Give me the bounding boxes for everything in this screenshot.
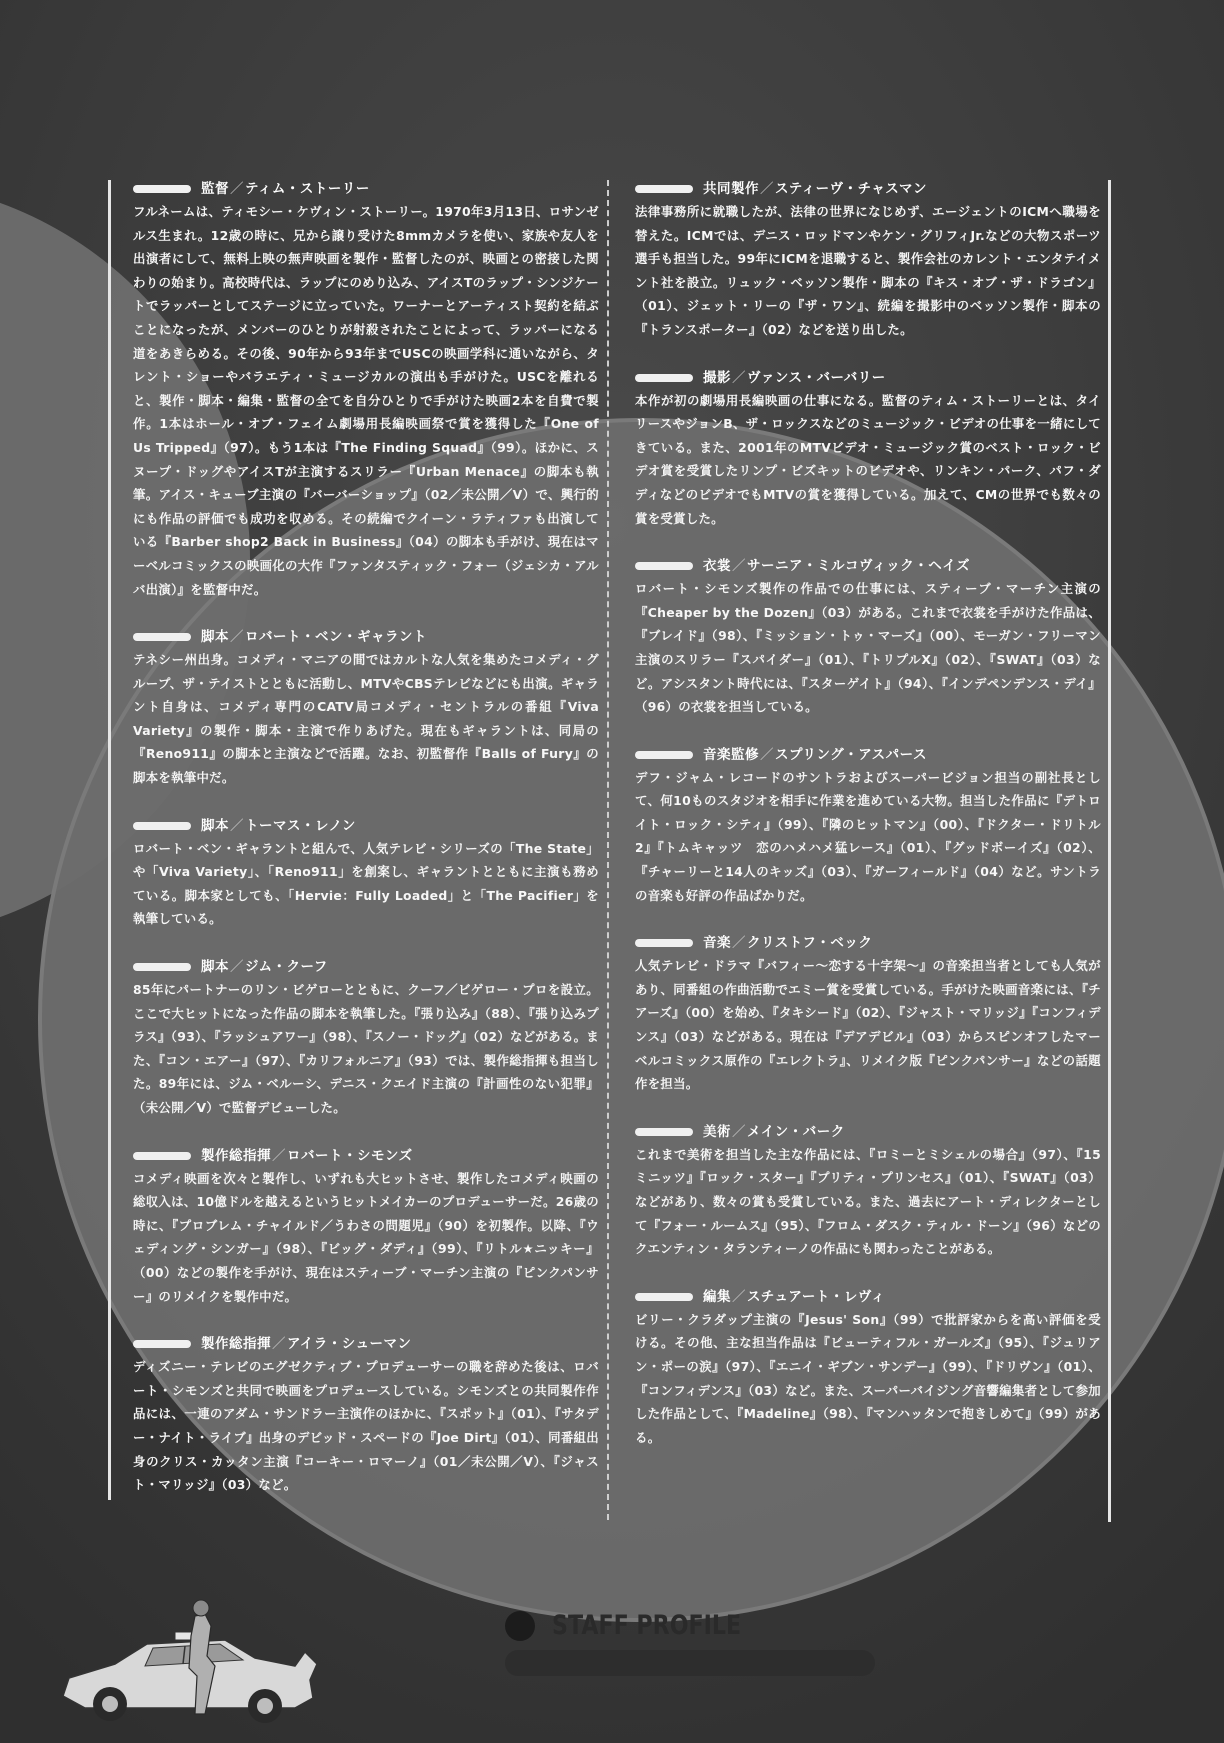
profile-heading: 音楽監修 ／ スプリング・アスパース — [635, 744, 1101, 766]
heading-bar — [133, 1340, 191, 1348]
heading-bar — [133, 1152, 191, 1160]
staff-profile-co-producer — [635, 178, 1101, 342]
heading-bar — [635, 562, 693, 570]
staff-profile-exec-producer-2 — [133, 1333, 599, 1497]
staff-profile-writer-3 — [133, 956, 599, 1120]
profile-heading: 脚本 ／ ロバート・ベン・ギャラント — [133, 626, 599, 648]
taxi-illustration — [55, 1596, 355, 1736]
profile-heading: 共同製作 ／ スティーヴ・チャスマン — [635, 178, 1101, 200]
profile-text: 本作が初の劇場用長編映画の仕事になる。監督のティム・ストーリーとは、タイリースやジョンB、ザ・ロックスなどのミュージック・ビデオの仕事を一緒にしてきている。また、2001年のMTVビデオ・ミュージック賞のベスト・ロック・ビデオ賞を受賞したリンプ・ビズキットのビデオや、リンキン・パーク、パフ・ダディなどのビデオでもMTVの賞を獲得している。加えて、CMの世界でも数々の賞を受賞した。 — [635, 392, 1101, 526]
role-label: 脚本 — [201, 629, 229, 646]
role-label: 音楽監修 — [703, 746, 759, 763]
role-label: 衣裳 — [703, 558, 731, 575]
staff-name: アイラ・シューマン — [287, 1336, 412, 1353]
profile-heading: 編集 ／ スチュアート・レヴィ — [635, 1286, 1101, 1308]
staff-name: ロバート・シモンズ — [287, 1147, 413, 1164]
staff-name: ティム・ストーリー — [245, 181, 370, 197]
profile-text: これまで美術を担当した主な作品には、『ロミーとミシェルの場合』（97）、『15ミニッツ』『ロック・スター』『プリティ・プリンセス』（01）、『SWAT』（03）などがあり、数々の賞も受賞している。また、過去にアート・ディレクターとして『フォー・ルームス』（95）、『フロム・ダスク・ティル・ドーン』（96）などのクエンティン・タランティーノの作品にも関わったことがある。 — [635, 1146, 1101, 1257]
role-label: 美術 — [703, 1123, 731, 1140]
role-label: 脚本 — [201, 817, 229, 834]
staff-profile-exec-producer-1 — [133, 1145, 599, 1309]
heading-bar — [133, 185, 191, 193]
staff-name: ヴァンス・バーバリー — [747, 369, 886, 386]
role-label: 製作総指揮 — [201, 1336, 271, 1353]
staff-profile-editor — [635, 1286, 1101, 1450]
profile-text: ディズニー・テレビのエグゼクティブ・プロデューサーの職を辞めた後は、ロバート・シモンズと共同で映画をプロデュースしている。シモンズとの共同製作作品には、一連のアダム・サンドラー主演作のほかに、『スポット』（01）、『サタデー・ナイト・ライブ』出身のデビッド・スペードの『Joe Dirt』（01）、同番組出身のクリス・カッタン主演『コーキー・ロマーノ』（01／未公開／V）、『ジャスト・マリッジ』（03）など。 — [133, 1359, 599, 1493]
profile-text: ロバート・シモンズ製作の作品での仕事には、スティーブ・マーチン主演の『Cheaper by the Dozen』（03）がある。これまで衣裳を手がけた作品は、『ブレイド』（98）、『ミッション・トゥ・マーズ』（00）、モーガン・フリーマン主演のスリラー『スパイダー』（01）、『トリプルX』（02）、『SWAT』（03）など。アシスタント時代には、『スターゲイト』（94）、『インデペンデンス・デイ』（96）の衣裳を担当している。 — [635, 581, 1101, 715]
staff-profile-music — [635, 932, 1101, 1096]
staff-name: サーニア・ミルコヴィック・ヘイズ — [747, 558, 971, 575]
staff-profile-cinematographer — [635, 367, 1101, 531]
staff-profile-writer-2 — [133, 815, 599, 931]
staff-name: メイン・バーク — [747, 1123, 845, 1140]
staff-name: スチュアート・レヴィ — [747, 1288, 886, 1305]
profile-heading: 美術 ／ メイン・バーク — [635, 1121, 1101, 1143]
heading-bar — [635, 939, 693, 947]
staff-name: トーマス・レノン — [245, 817, 356, 834]
staff-name: ロバート・ベン・ギャラント — [245, 629, 427, 646]
profile-heading: 脚本 ／ トーマス・レノン — [133, 815, 599, 837]
profile-heading: 脚本 ／ ジム・クーフ — [133, 956, 599, 978]
heading-bar — [635, 1293, 693, 1301]
staff-profile-director — [133, 178, 599, 601]
staff-name: ジム・クーフ — [245, 959, 328, 976]
profile-text: テネシー州出身。コメディ・マニアの間ではカルトな人気を集めたコメディ・グループ、ザ・テイストとともに活動し、MTVやCBSテレビなどにも出演。ギャラント自身は、コメディ専門のCATV局コメディ・セントラルの番組『Viva Variety』の製作・脚本・主演で作りあげた。現在もギャラントは、同局の『Reno911』の脚本と主演などで活躍。なお、初監督作『Balls of Fury』の脚本を執筆中だ。 — [133, 652, 599, 786]
role-label: 脚本 — [201, 959, 229, 976]
heading-bar — [635, 374, 693, 382]
heading-bar — [133, 822, 191, 830]
footer-dot — [505, 1611, 535, 1641]
profile-text: 法律事務所に就職したが、法律の世界になじめず、エージェントのICMへ職場を替えた。ICMでは、デニス・ロッドマンやケン・グリフィJr.などの大物スポーツ選手も担当した。99年にICMを退職すると、製作会社のカレント・エンタテイメント社を設立。リュック・ベッソン製作・脚本の『キス・オブ・ザ・ドラゴン』（01）、ジェット・リーの『ザ・ワン』、続編を撮影中のベッソン製作・脚本の『トランスポーター』（02）などを送り出した。 — [635, 204, 1101, 337]
profile-heading: 音楽 ／ クリストフ・ベック — [635, 932, 1101, 954]
role-label: 共同製作 — [703, 181, 759, 197]
footer-title: STAFF PROFILE — [552, 1610, 742, 1641]
right-rule — [1108, 180, 1111, 1522]
staff-profile-art — [635, 1121, 1101, 1261]
profile-text: デフ・ジャム・レコードのサントラおよびスーパービジョン担当の副社長として、何10ものスタジオを相手に作業を進めている大物。担当した作品に『デトロイト・ロック・シティ』（99）、『隣のヒットマン』（00）、『ドクター・ドリトル2』『トムキャッツ 恋のハメハメ猛レース』（01）、『グッドボーイズ』（02）、『チャーリーと14人のキッズ』（03）、『ガーフィールド』（04）など。サントラの音楽も好評の作品ばかりだ。 — [635, 769, 1101, 903]
profile-heading: 衣裳 ／ サーニア・ミルコヴィック・ヘイズ — [635, 555, 1101, 577]
profile-heading: 監督 ／ ティム・ストーリー — [133, 178, 599, 200]
heading-bar — [133, 633, 191, 641]
profile-text: ビリー・クラダップ主演の『Jesus' Son』（99）で批評家からを高い評価を受ける。その他、主な担当作品は『ビューティフル・ガールズ』（95）、『ジュリアン・ポーの涙』（97）、『エニイ・ギブン・サンデー』（99）、『ドリヴン』（01）、『コンフィデンス』（03）など。また、スーパーバイジング音響編集者として参加した作品として、『Madeline』（98）、『マンハッタンで抱きしめて』（99）がある。 — [635, 1311, 1101, 1445]
profile-heading: 製作総指揮 ／ アイラ・シューマン — [133, 1333, 599, 1355]
role-label: 監督 — [201, 181, 229, 197]
profile-text: ロバート・ベン・ギャラントと組んで、人気テレビ・シリーズの「The State」や「Viva Variety」、「Reno911」を創案し、ギャラントとともに主演も務めている。脚本家としても、「Hervie：Fully Loaded」と「The Pacifier」を執筆している。 — [133, 840, 599, 927]
profile-text: コメディ映画を次々と製作し、いずれも大ヒットさせ、製作したコメディ映画の総収入は、10億ドルを越えるというヒットメイカーのプロデューサーだ。26歳の時に、『プロブレム・チャイルド／うわさの問題児』（90）を初製作。以降、『ウェディング・シンガー』（98）、『ビッグ・ダディ』（99）、『リトル★ニッキー』（00）などの製作を手がけ、現在はスティーブ・マーチン主演の『ピンクパンサー』のリメイクを製作中だ。 — [133, 1170, 599, 1304]
right-column — [635, 178, 1101, 1474]
heading-bar — [635, 751, 693, 759]
staff-name: スプリング・アスパース — [775, 746, 927, 763]
heading-bar — [635, 1128, 693, 1136]
left-column — [133, 178, 599, 1522]
role-label: 編集 — [703, 1288, 731, 1305]
profile-heading: 撮影 ／ ヴァンス・バーバリー — [635, 367, 1101, 389]
role-label: 音楽 — [703, 935, 731, 952]
staff-name: スティーヴ・チャスマン — [775, 181, 927, 197]
role-label: 撮影 — [703, 369, 731, 386]
heading-bar — [133, 963, 191, 971]
column-divider — [607, 180, 609, 1520]
left-rule — [108, 180, 111, 1500]
profile-text: 人気テレビ・ドラマ『バフィー～恋する十字架～』の音楽担当者としても人気があり、同番組の作曲活動でエミー賞を受賞している。手がけた映画音楽には、『チアーズ』（00）を始め、『タキシード』（02）、『ジャスト・マリッジ』『コンフィデンス』（03）などがある。現在は『デアデビル』（03）からスピンオフしたマーベルコミックス原作の『エレクトラ』、リメイク版『ピンクパンサー』などの話題作を担当。 — [635, 958, 1101, 1092]
staff-profile-costume — [635, 555, 1101, 719]
heading-bar — [635, 185, 693, 193]
footer-bar — [505, 1650, 875, 1676]
role-label: 製作総指揮 — [201, 1147, 271, 1164]
staff-name: クリストフ・ベック — [747, 935, 873, 952]
profile-text: フルネームは、ティモシー・ケヴィン・ストーリー。1970年3月13日、ロサンゼルス生まれ。12歳の時に、兄から譲り受けた8mmカメラを使い、家族や友人を出演者にして、無料上映の無声映画を製作・監督したのが、映画との密接した関わりの始まり。高校時代は、ラップにのめり込み、アイスTのラップ・シンジケートでラッパーとしてステージに立っていた。ワーナーとアーティスト契約を結ぶことになったが、メンバーのひとりが射殺されたことによって、ラッパーになる道をあきらめる。その後、90年から93年までUSCの映画学科に通いながら、タレント・ショーやバラエティ・ミュージカルの演出も手がけた。USCを離れると、製作・脚本・編集・監督の全てを自分ひとりで手がけた映画2本を自費で製作。1本はホール・オブ・フェイム劇場用長編映画祭で賞を獲得した『One of Us Tripped』（97）。もう1本は『The Finding Squad』（99）。ほかに、スヌープ・ドッグやアイスTが主演するスリラー『Urban Menace』の脚本も執筆。アイス・キューブ主演の『バーバーショップ』（02／未公開／V）で、興行的にも作品の評価でも成功を収める。その続編でクイーン・ラティファも出演している『Barber shop2 Back in Business』（04）の脚本も手がけ、現在はマーベルコミックスの映画化の大作『ファンタスティック・フォー（ジェシカ・アルバ出演）』を監督中だ。 — [133, 204, 599, 597]
staff-profile-writer-1 — [133, 626, 599, 790]
profile-text: 85年にパートナーのリン・ビゲローとともに、クーフ／ビゲロー・プロを設立。ここで大ヒットになった作品の脚本を執筆した。『張り込み』（88）、『張り込みプラス』（93）、『ラッシュアワー』（98）、『スノー・ドッグ』（02）などがある。また、『コン・エアー』（97）、『カリフォルニア』（93）では、製作総指揮も担当した。89年には、ジム・ベルーシ、デニス・クエイド主演の『計画性のない犯罪』（未公開／V）で監督デビューした。 — [133, 982, 599, 1115]
staff-profile-music-supervisor — [635, 744, 1101, 908]
profile-heading: 製作総指揮 ／ ロバート・シモンズ — [133, 1145, 599, 1167]
